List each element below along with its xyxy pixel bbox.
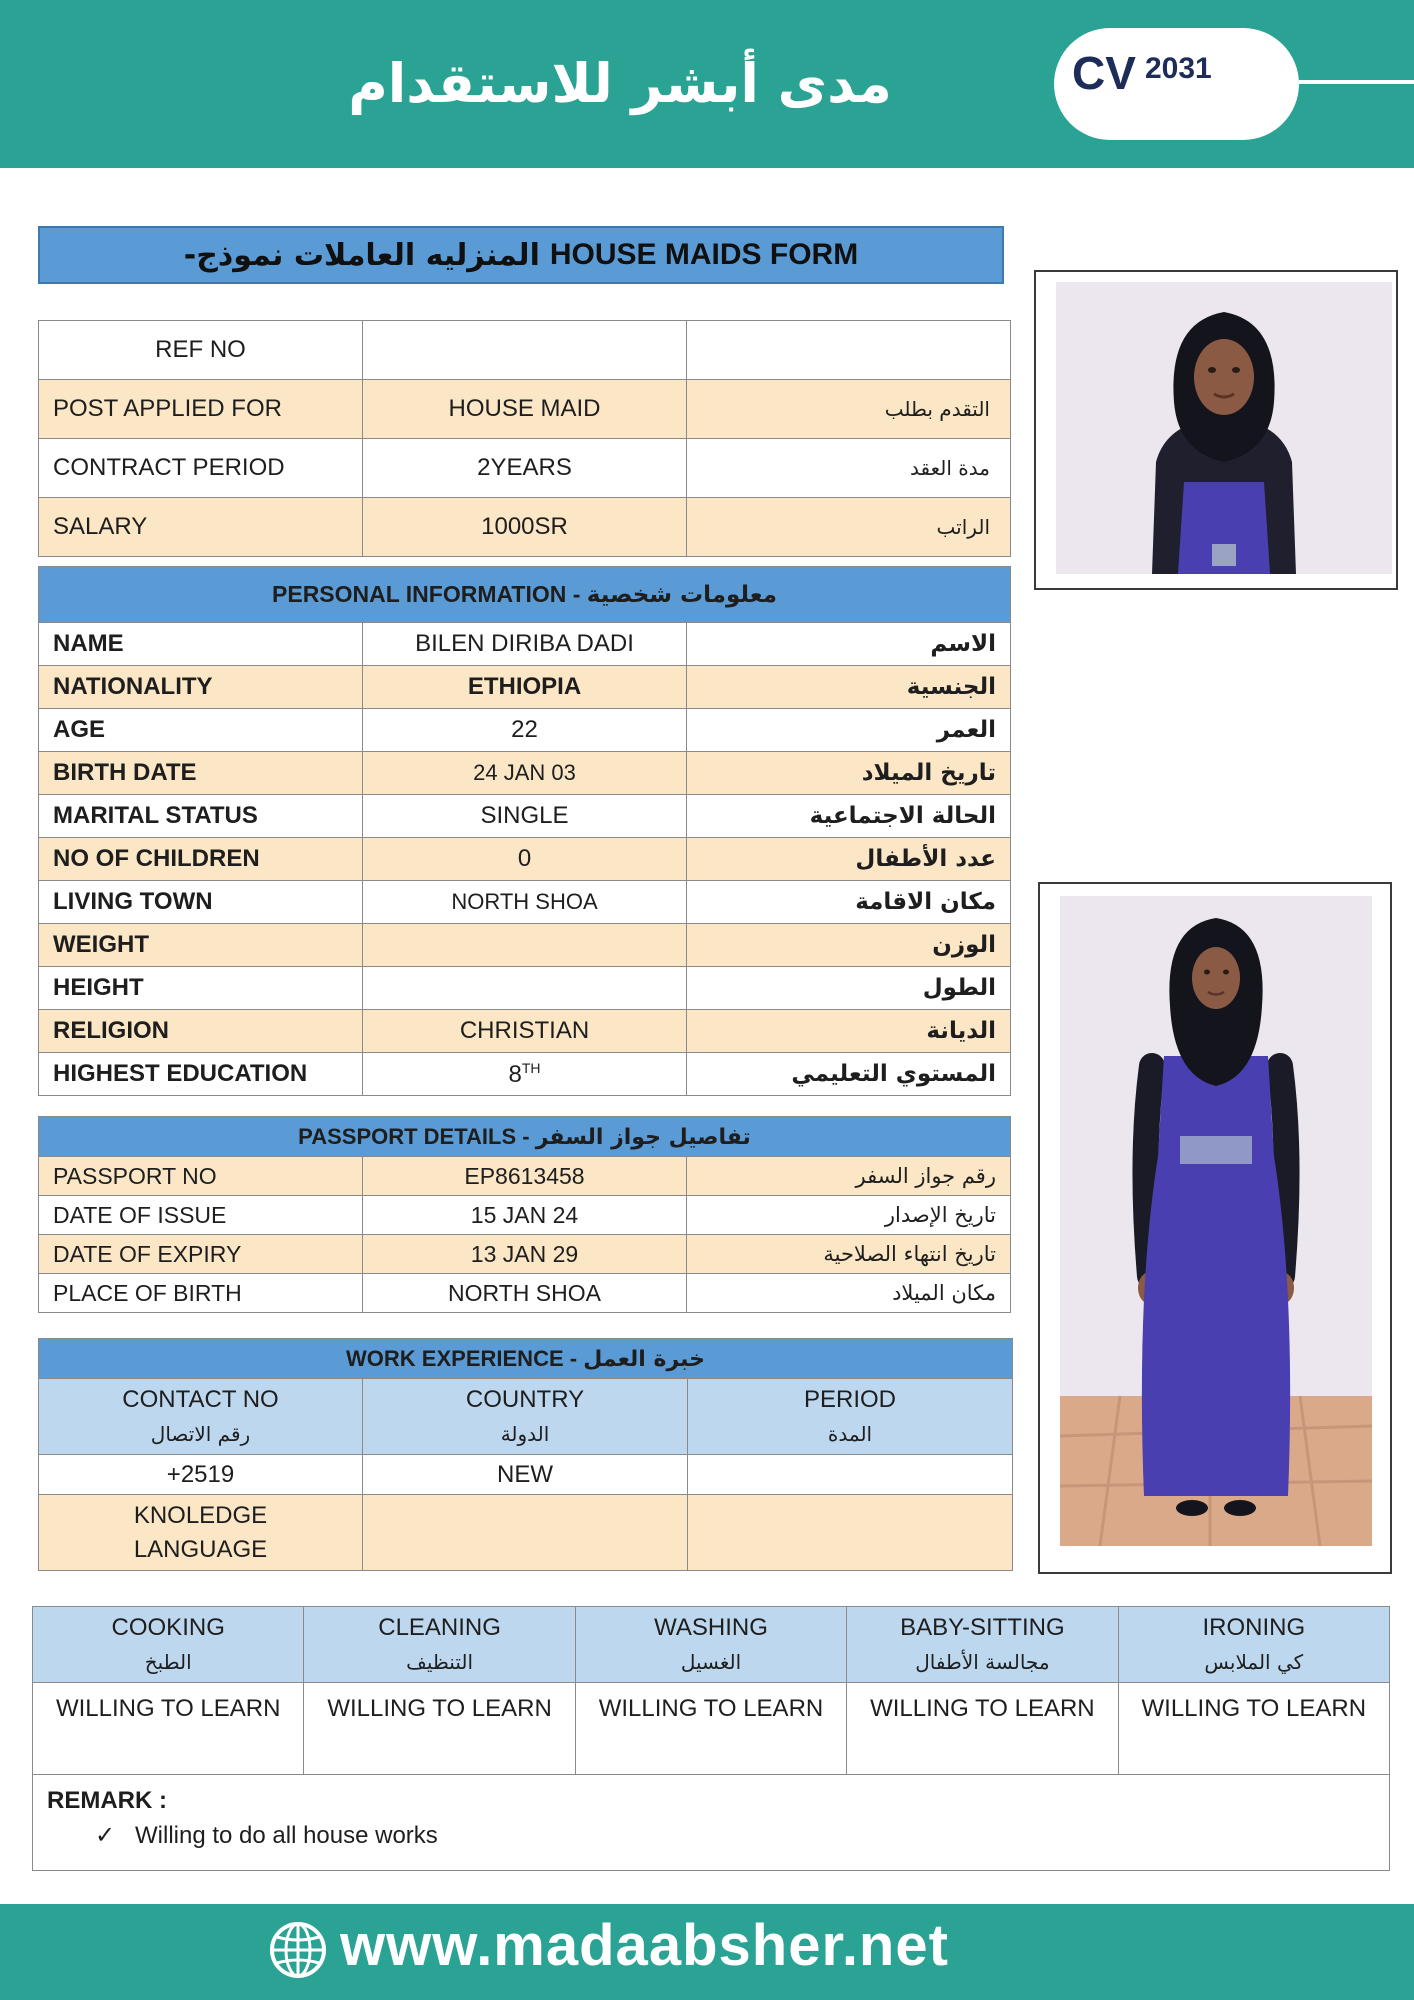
table-row — [39, 623, 1011, 666]
table-row — [39, 1196, 1011, 1235]
knowledge-language-label — [39, 1495, 363, 1571]
contract-period-label: CONTRACT PERIOD — [39, 439, 363, 498]
salary-label: SALARY — [39, 498, 363, 557]
issue-date-label: DATE OF ISSUE — [39, 1196, 363, 1235]
table-row — [39, 709, 1011, 752]
birth-date-label: BIRTH DATE — [39, 752, 363, 795]
label-line-2: LANGUAGE — [133, 1535, 268, 1563]
skill-washing-header — [575, 1607, 846, 1683]
remark-label: REMARK : — [47, 1787, 167, 1814]
skill-babysitting-header — [847, 1607, 1118, 1683]
ref-no-value — [363, 321, 687, 380]
heading-arabic: خبرة العمل — [583, 1346, 705, 1372]
salary-arabic: الراتب — [687, 498, 1011, 557]
table-row — [39, 881, 1011, 924]
passport-no-value: EP8613458 — [363, 1157, 687, 1196]
weight-label: WEIGHT — [39, 924, 363, 967]
living-town-label: LIVING TOWN — [39, 881, 363, 924]
table-row — [33, 1775, 1390, 1871]
education-label: HIGHEST EDUCATION — [39, 1053, 363, 1096]
heading-arabic: معلومات شخصية — [586, 582, 778, 608]
contact-no-header — [39, 1379, 363, 1455]
religion-label: RELIGION — [39, 1010, 363, 1053]
portrait-illustration — [1056, 282, 1392, 574]
post-applied-value: HOUSE MAID — [363, 380, 687, 439]
table-row — [39, 666, 1011, 709]
education-value — [363, 1053, 687, 1096]
table-row — [39, 1455, 1013, 1495]
table-row — [33, 1683, 1390, 1775]
skill-english: COOKING — [111, 1613, 225, 1641]
form-title-english: HOUSE MAIDS FORM — [549, 238, 859, 271]
height-arabic: الطول — [687, 967, 1011, 1010]
column-arabic: المدة — [827, 1421, 873, 1446]
table-row — [39, 380, 1011, 439]
remark-item — [47, 1821, 1389, 1850]
nationality-arabic: الجنسية — [687, 666, 1011, 709]
birth-date-arabic: تاريخ الميلاد — [687, 752, 1011, 795]
period-value — [688, 1455, 1013, 1495]
passport-heading — [39, 1117, 1011, 1157]
form-title-arabic: المنزليه العاملات نموذج- — [183, 237, 540, 273]
post-applied-label: POST APPLIED FOR — [39, 380, 363, 439]
age-arabic: العمر — [687, 709, 1011, 752]
table-row — [39, 795, 1011, 838]
table-row — [39, 1339, 1013, 1379]
passport-table — [38, 1116, 1011, 1313]
skill-english: IRONING — [1202, 1613, 1306, 1641]
issue-date-arabic: تاريخ الإصدار — [687, 1196, 1011, 1235]
nationality-value: ETHIOPIA — [363, 666, 687, 709]
table-row — [39, 967, 1011, 1010]
header-divider-line — [1299, 80, 1414, 84]
skill-cleaning-header — [304, 1607, 575, 1683]
age-label: AGE — [39, 709, 363, 752]
globe-icon — [268, 1920, 328, 1980]
expiry-date-label: DATE OF EXPIRY — [39, 1235, 363, 1274]
portrait-photo-image — [1056, 282, 1392, 574]
country-value: NEW — [363, 1455, 688, 1495]
remark-text: Willing to do all house works — [135, 1822, 438, 1849]
table-row — [39, 1495, 1013, 1571]
cv-label: CV — [1072, 47, 1136, 99]
form-title — [38, 226, 1004, 284]
table-row — [39, 1157, 1011, 1196]
full-length-illustration — [1060, 896, 1372, 1546]
skill-ironing-header — [1118, 1607, 1389, 1683]
agency-title: مدى أبشر للاستقدام — [348, 52, 892, 115]
table-row — [39, 567, 1011, 623]
nationality-label: NATIONALITY — [39, 666, 363, 709]
skills-table — [32, 1606, 1390, 1871]
skill-arabic: الغسيل — [680, 1649, 742, 1674]
issue-date-value: 15 JAN 24 — [363, 1196, 687, 1235]
table-row — [39, 498, 1011, 557]
skill-english: CLEANING — [378, 1613, 501, 1641]
contract-period-value: 2YEARS — [363, 439, 687, 498]
living-town-arabic: مكان الاقامة — [687, 881, 1011, 924]
children-label: NO OF CHILDREN — [39, 838, 363, 881]
passport-no-label: PASSPORT NO — [39, 1157, 363, 1196]
salary-value: 1000SR — [363, 498, 687, 557]
skill-arabic: التنظيف — [406, 1649, 474, 1674]
name-value: BILEN DIRIBA DADI — [363, 623, 687, 666]
heading-english: WORK EXPERIENCE - — [346, 1345, 584, 1371]
period-header — [688, 1379, 1013, 1455]
weight-arabic: الوزن — [687, 924, 1011, 967]
column-arabic: الدولة — [500, 1421, 550, 1446]
table-row — [39, 1010, 1011, 1053]
height-label: HEIGHT — [39, 967, 363, 1010]
weight-value — [363, 924, 687, 967]
full-length-photo — [1038, 882, 1392, 1574]
skill-arabic: مجالسة الأطفال — [915, 1649, 1050, 1674]
skill-washing-value: WILLING TO LEARN — [575, 1683, 846, 1775]
column-english: CONTACT NO — [122, 1385, 279, 1413]
contact-no-value: +2519 — [39, 1455, 363, 1495]
table-row — [33, 1607, 1390, 1683]
skill-english: WASHING — [654, 1613, 768, 1641]
label-line-1: KNOLEDGE — [133, 1501, 268, 1529]
column-arabic: رقم الاتصال — [150, 1421, 251, 1446]
marital-status-arabic: الحالة الاجتماعية — [687, 795, 1011, 838]
table-row — [39, 1053, 1011, 1096]
skill-english: BABY-SITTING — [900, 1613, 1065, 1641]
expiry-date-arabic: تاريخ انتهاء الصلاحية — [687, 1235, 1011, 1274]
table-row — [39, 1379, 1013, 1455]
column-english: COUNTRY — [465, 1385, 585, 1413]
skill-babysitting-value: WILLING TO LEARN — [847, 1683, 1118, 1775]
application-table — [38, 320, 1011, 557]
living-town-value: NORTH SHOA — [363, 881, 687, 924]
place-of-birth-value: NORTH SHOA — [363, 1274, 687, 1313]
age-value: 22 — [363, 709, 687, 752]
name-label: NAME — [39, 623, 363, 666]
table-row — [39, 1117, 1011, 1157]
personal-info-heading — [39, 567, 1011, 623]
country-header — [363, 1379, 688, 1455]
personal-info-table — [38, 566, 1011, 1096]
table-row — [39, 1235, 1011, 1274]
religion-value: CHRISTIAN — [363, 1010, 687, 1053]
website-link[interactable]: www.madaabsher.net — [340, 1913, 949, 1978]
work-heading — [39, 1339, 1013, 1379]
passport-no-arabic: رقم جواز السفر — [687, 1157, 1011, 1196]
skill-ironing-value: WILLING TO LEARN — [1118, 1683, 1389, 1775]
work-experience-table — [38, 1338, 1013, 1571]
heading-arabic: تفاصيل جواز السفر — [535, 1124, 751, 1150]
education-number: 8 — [508, 1060, 522, 1088]
children-value: 0 — [363, 838, 687, 881]
children-arabic: عدد الأطفال — [687, 838, 1011, 881]
full-length-photo-image — [1060, 896, 1372, 1546]
ref-no-arabic — [687, 321, 1011, 380]
education-suffix: TH — [521, 1059, 541, 1076]
column-english: PERIOD — [804, 1385, 897, 1413]
table-row — [39, 924, 1011, 967]
table-row — [39, 1274, 1011, 1313]
marital-status-label: MARITAL STATUS — [39, 795, 363, 838]
remark-section — [33, 1775, 1390, 1871]
table-row — [39, 439, 1011, 498]
name-arabic: الاسم — [687, 623, 1011, 666]
religion-arabic: الديانة — [687, 1010, 1011, 1053]
expiry-date-value: 13 JAN 29 — [363, 1235, 687, 1274]
post-applied-arabic: التقدم بطلب — [687, 380, 1011, 439]
place-of-birth-arabic: مكان الميلاد — [687, 1274, 1011, 1313]
cv-number: 2031 — [1145, 52, 1212, 85]
skill-cleaning-value: WILLING TO LEARN — [304, 1683, 575, 1775]
education-arabic: المستوي التعليمي — [687, 1053, 1011, 1096]
knowledge-language-value-2 — [688, 1495, 1013, 1571]
contract-period-arabic: مدة العقد — [687, 439, 1011, 498]
portrait-photo — [1034, 270, 1398, 590]
skill-arabic: الطبخ — [144, 1649, 192, 1674]
table-row — [39, 752, 1011, 795]
table-row — [39, 321, 1011, 380]
height-value — [363, 967, 687, 1010]
place-of-birth-label: PLACE OF BIRTH — [39, 1274, 363, 1313]
check-icon: ✓ — [95, 1822, 116, 1849]
skill-cooking-value: WILLING TO LEARN — [33, 1683, 304, 1775]
heading-english: PASSPORT DETAILS - — [298, 1123, 536, 1149]
table-row — [39, 838, 1011, 881]
ref-no-label: REF NO — [39, 321, 363, 380]
knowledge-language-value-1 — [363, 1495, 688, 1571]
heading-english: PERSONAL INFORMATION - — [272, 581, 587, 607]
skill-cooking-header — [33, 1607, 304, 1683]
marital-status-value: SINGLE — [363, 795, 687, 838]
birth-date-value: 24 JAN 03 — [363, 752, 687, 795]
skill-arabic: كي الملابس — [1204, 1649, 1304, 1674]
